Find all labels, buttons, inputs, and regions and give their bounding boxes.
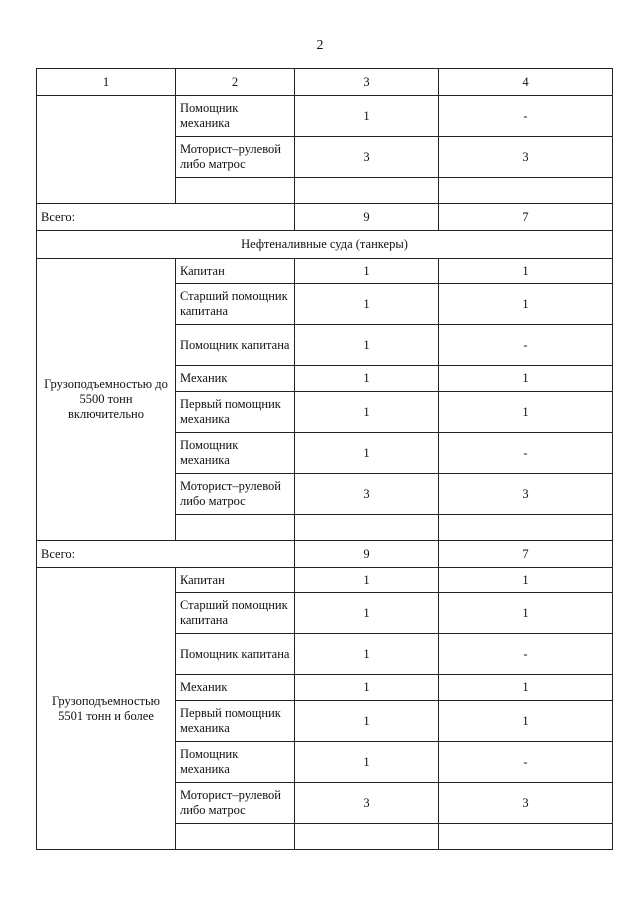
position-cell: Механик [176, 675, 295, 701]
col4-cell: 1 [439, 259, 613, 284]
col4-cell [439, 824, 613, 850]
col3-cell: 3 [295, 137, 439, 178]
col3-cell: 1 [295, 392, 439, 433]
position-cell: Механик [176, 366, 295, 392]
position-cell: Помощник механика [176, 96, 295, 137]
col4-cell: 1 [439, 701, 613, 742]
table-row [37, 568, 613, 593]
col3-cell: 1 [295, 568, 439, 593]
position-cell: Первый помощник механика [176, 701, 295, 742]
col4-cell: 1 [439, 593, 613, 634]
col4-cell: 3 [439, 474, 613, 515]
col4-cell: 1 [439, 675, 613, 701]
col3-cell: 1 [295, 593, 439, 634]
position-cell: Моторист–рулевой либо матрос [176, 783, 295, 824]
position-cell: Помощник механика [176, 433, 295, 474]
col3-cell: 1 [295, 259, 439, 284]
header-cell-3: 3 [295, 69, 439, 96]
col4-cell: 1 [439, 366, 613, 392]
position-cell: Старший помощник капитана [176, 284, 295, 325]
col3-cell [295, 515, 439, 541]
col4-cell: 1 [439, 392, 613, 433]
position-cell [176, 515, 295, 541]
position-cell: Старший помощник капитана [176, 593, 295, 634]
col4-cell: - [439, 96, 613, 137]
col3-cell: 1 [295, 96, 439, 137]
total-label: Всего: [37, 204, 295, 231]
position-cell [176, 824, 295, 850]
col3-cell: 3 [295, 783, 439, 824]
col4-cell: - [439, 433, 613, 474]
col4-cell [439, 515, 613, 541]
col3-cell: 1 [295, 634, 439, 675]
table-row [37, 259, 613, 284]
position-cell: Капитан [176, 568, 295, 593]
total-row [37, 204, 613, 231]
col4-cell [439, 178, 613, 204]
section-title-row [37, 231, 613, 259]
col4-cell: 1 [439, 568, 613, 593]
col4-cell: 3 [439, 137, 613, 178]
col4-cell: - [439, 742, 613, 783]
col3-cell: 3 [295, 474, 439, 515]
col3-cell: 1 [295, 284, 439, 325]
col4-cell: - [439, 634, 613, 675]
total-row [37, 541, 613, 568]
group-label-cell: Грузоподъемностью 5501 тонн и более [37, 568, 176, 850]
col4-cell: 3 [439, 783, 613, 824]
header-row [37, 69, 613, 96]
page-number: 2 [316, 38, 324, 53]
col4-cell: 1 [439, 284, 613, 325]
col3-cell [295, 178, 439, 204]
position-cell [176, 178, 295, 204]
col3-cell: 1 [295, 366, 439, 392]
table-row [37, 96, 613, 137]
position-cell: Моторист–рулевой либо матрос [176, 474, 295, 515]
position-cell: Капитан [176, 259, 295, 284]
total-col3: 9 [295, 541, 439, 568]
total-col3: 9 [295, 204, 439, 231]
col3-cell: 1 [295, 433, 439, 474]
position-cell: Помощник механика [176, 742, 295, 783]
col4-cell: - [439, 325, 613, 366]
position-cell: Первый помощник механика [176, 392, 295, 433]
col3-cell: 1 [295, 675, 439, 701]
position-cell: Помощник капитана [176, 325, 295, 366]
header-cell-1: 1 [37, 69, 176, 96]
group-cell-empty [37, 96, 176, 204]
col3-cell [295, 824, 439, 850]
total-label: Всего: [37, 541, 295, 568]
total-col4: 7 [439, 204, 613, 231]
total-col4: 7 [439, 541, 613, 568]
header-cell-2: 2 [176, 69, 295, 96]
col3-cell: 1 [295, 701, 439, 742]
col3-cell: 1 [295, 325, 439, 366]
position-cell: Помощник капитана [176, 634, 295, 675]
section-title: Нефтеналивные суда (танкеры) [37, 231, 613, 259]
crew-table [36, 68, 613, 850]
header-cell-4: 4 [439, 69, 613, 96]
position-cell: Моторист–рулевой либо матрос [176, 137, 295, 178]
group-label-cell: Грузоподъемностью до 5500 тонн включительно [37, 259, 176, 541]
col3-cell: 1 [295, 742, 439, 783]
